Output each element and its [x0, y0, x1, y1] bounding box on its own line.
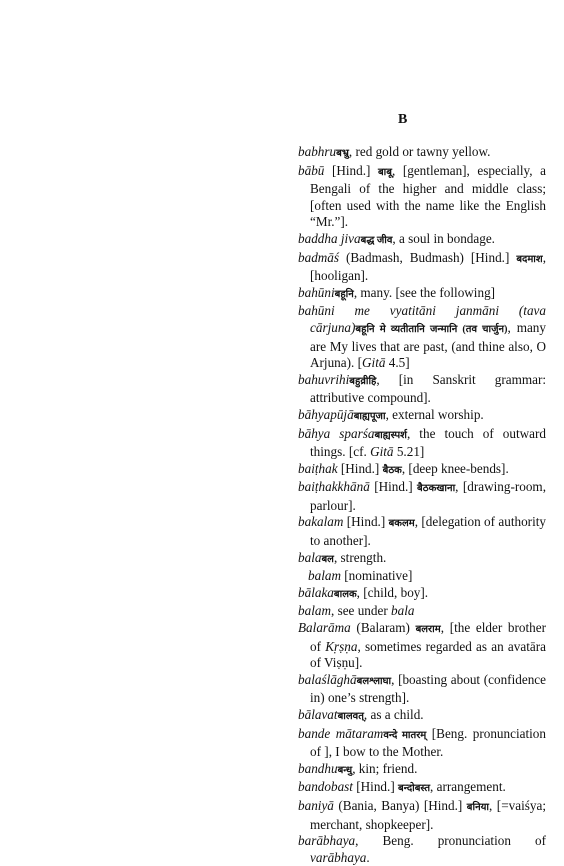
definition: , Beng. pronunciation of: [355, 833, 546, 849]
definition: [Beng. pronunciation of: [310, 725, 546, 760]
dictionary-entry: [298, 407, 546, 426]
dictionary-entry: [298, 707, 546, 726]
dictionary-entry: [298, 761, 546, 780]
definition: , [gentleman], especially, a Bengali of the higher and middle class; [often used with the name like the English “Mr.”].: [310, 162, 546, 230]
definition: , see under: [330, 603, 392, 619]
dictionary-entry: [298, 426, 546, 461]
definition: , many. [see the following]: [353, 284, 496, 300]
definition: , [deep knee-bends].: [401, 460, 509, 476]
devanagari-form: बैठकखाना: [417, 483, 456, 495]
headword: badmāś: [298, 249, 340, 265]
headword: baiṭhak: [298, 460, 338, 476]
devanagari-form: बाह्यस्पर्श: [374, 429, 407, 441]
definition: , [drawing-room, parlour].: [310, 479, 546, 513]
dictionary-entry: [298, 779, 546, 798]
definition: , [the elder brother of: [310, 620, 546, 654]
definition: , [=vaiśya; merchant, shopkeeper].: [310, 797, 546, 832]
dictionary-entry: [298, 250, 546, 285]
devanagari-form: बन्धु: [337, 764, 353, 776]
dictionary-entry: [298, 144, 546, 163]
dictionary-entry: [298, 603, 546, 620]
devanagari-form: बहूनि मे व्यतीतानि जन्मानि (तव चार्जुन): [355, 323, 508, 335]
devanagari-form: बकलम: [388, 518, 415, 530]
entry-note: [Hind.]: [324, 162, 378, 178]
dictionary-entry: [298, 285, 546, 304]
devanagari-form: बाबू: [377, 166, 392, 178]
dictionary-entry: [298, 461, 546, 480]
definition-cont: .: [366, 849, 370, 865]
section-letter-heading: B: [398, 112, 408, 127]
dictionary-entry: [298, 620, 546, 672]
entry-list: [298, 144, 546, 866]
definition: , a soul in bondage.: [392, 230, 495, 246]
reference: Gitā: [370, 444, 394, 460]
devanagari-form: बैठक: [382, 464, 402, 476]
devanagari-form: बदमाश: [516, 253, 543, 265]
devanagari-form: बाह्यपूजा: [353, 410, 386, 422]
headword: bābū: [298, 162, 325, 178]
dictionary-entry: [298, 231, 546, 250]
devanagari-form: बालक: [333, 588, 357, 600]
dictionary-entry: [298, 550, 546, 569]
headword: barābhaya: [298, 833, 356, 849]
headword: bandhu: [298, 760, 338, 776]
dictionary-entry: [298, 514, 546, 549]
definition: , many are My lives that are past, (and thine also, O Arjuna). [: [310, 319, 546, 371]
definition: , [child, boy].: [356, 584, 429, 600]
headword: baiṭhakkhānā: [298, 479, 370, 495]
entry-note: [Hind.]: [337, 460, 383, 476]
devanagari-form: बहूनि: [334, 288, 354, 300]
dictionary-entry: [298, 163, 546, 231]
dictionary-entry: [298, 372, 546, 407]
headword: baddha jiva: [298, 230, 361, 246]
entry-note: [Hind.]: [343, 514, 389, 530]
devanagari-form: वन्दे मातरम्: [383, 729, 427, 741]
definition: , red gold or tawny yellow.: [348, 144, 491, 159]
reference: varābhaya: [310, 849, 367, 865]
reference: Kṛṣṇa: [325, 638, 358, 654]
headword: bahuvrihi: [298, 371, 350, 387]
headword: balaślāghā: [298, 671, 357, 687]
entry-note: [Hind.]: [352, 779, 399, 795]
headword: bahūni: [298, 284, 335, 300]
headword: bāhyapūjā: [298, 406, 354, 422]
definition: , [hooligan].: [310, 249, 546, 284]
devanagari-form: बभ्रु: [336, 148, 349, 159]
entry-note: (Badmash, Budmash) [Hind.]: [339, 249, 517, 265]
devanagari-form: बद्ध जीव: [360, 234, 393, 246]
headword: bakalam: [298, 514, 344, 530]
definition: , external worship.: [385, 406, 484, 422]
entry-note: [Hind.]: [369, 479, 418, 495]
headword: bandobast: [298, 779, 353, 795]
headword: balam: [308, 568, 341, 584]
definition: , strength.: [333, 549, 387, 565]
definition-cont: 4.5]: [385, 355, 410, 371]
headword: bālaka: [298, 584, 334, 600]
definition-cont: , sometimes regarded as an avatāra of Viṣṇu].: [310, 638, 546, 671]
devanagari-form: बलराम: [415, 624, 441, 636]
definition: , [in Sanskrit grammar: attributive compound].: [310, 371, 546, 406]
definition: , kin; friend.: [352, 760, 418, 776]
headword: Balarāma: [298, 620, 351, 636]
dictionary-entry: [298, 726, 546, 761]
headword: bande mātaram: [298, 725, 384, 741]
headword: balam: [298, 603, 331, 619]
definition: [nominative]: [340, 568, 413, 584]
dictionary-entry: [298, 303, 546, 371]
headword: bāhya sparśa: [298, 425, 375, 441]
definition: , [boasting about (confidence in) one’s strength].: [310, 671, 546, 706]
entry-note: (Balaram): [350, 620, 416, 636]
devanagari-form: बालवत्: [337, 711, 364, 722]
definition: , the touch of outward things. [cf.: [310, 425, 547, 460]
headword: babhru: [298, 144, 337, 159]
dictionary-entry: [298, 833, 546, 866]
definition: , as a child.: [363, 707, 424, 722]
dictionary-entry: [298, 672, 546, 707]
definition-cont: 5.21]: [393, 444, 425, 460]
entry-note: (Bania, Banya) [Hind.]: [333, 797, 467, 813]
headword: bala: [298, 549, 322, 565]
headword: baniyā: [298, 797, 334, 813]
devanagari-form: बलश्लाघा: [356, 675, 392, 687]
definition: , [delegation of authority to another].: [310, 514, 546, 549]
headword: bahūni me vyatitāni janmāni (tava cārjuna): [298, 303, 546, 335]
headword: bālavat: [298, 707, 338, 722]
dictionary-entry: [298, 798, 546, 833]
dictionary-entry: [298, 585, 546, 604]
dictionary-entry: [298, 479, 546, 514]
devanagari-form: बनिया: [466, 801, 490, 813]
devanagari-form: बहुव्रीहि: [349, 375, 377, 387]
definition-cont: ], I bow to the Mother.: [324, 744, 444, 760]
subentry: [298, 568, 546, 585]
devanagari-form: बन्दोबस्त: [398, 783, 431, 795]
definition: , arrangement.: [430, 779, 506, 795]
reference: bala: [391, 603, 415, 619]
reference: Gitā: [362, 355, 386, 371]
devanagari-form: बल: [321, 553, 334, 565]
